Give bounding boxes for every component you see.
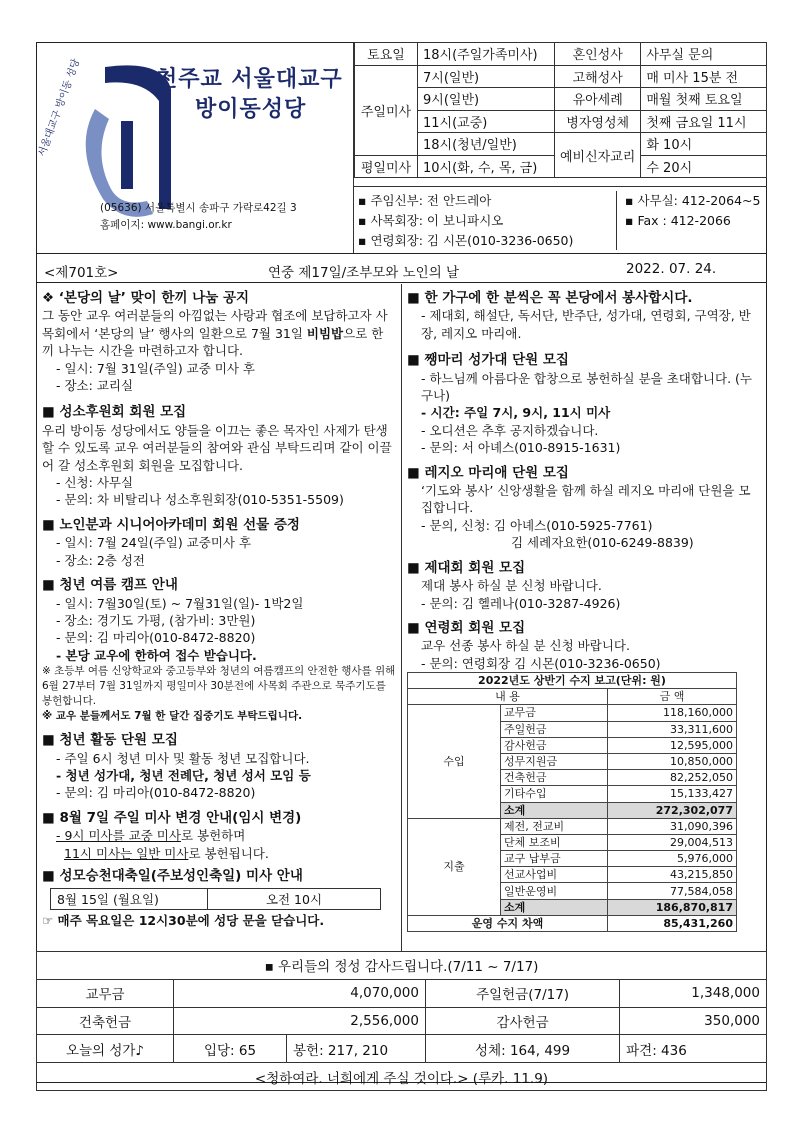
section-title: ■ 제대회 회원 모집 (407, 559, 526, 576)
finance-amount: 5,976,000 (608, 851, 737, 867)
scripture-verse: <청하여라. 너희에게 주실 것이다.> (루카. 11.9) (37, 1063, 767, 1091)
parish-address-block (100, 200, 297, 234)
sunday-time: 11시(교중) (418, 110, 555, 133)
list-item: - 장소: 교리실 (56, 378, 134, 394)
section-title: ■ 성소후원회 회원 모집 (42, 404, 187, 421)
issue-number: <제701호> (44, 265, 119, 281)
balance-amount: 85,431,260 (608, 915, 737, 931)
catechumen-label: 예비신자교리 (555, 133, 641, 178)
bulletin-title: 연중 제17일/조부모와 노인의 날 (268, 265, 460, 281)
feast-time: 오전 10시 (208, 889, 381, 910)
list-item: - 문의: 김 헬레나(010-3287-4926) (421, 595, 621, 611)
section-title: ■ 청년 활동 단원 모집 (42, 732, 178, 749)
weekday-label: 평일미사 (355, 155, 418, 178)
expense-subtotal: 186,870,817 (608, 899, 737, 915)
underlined-text: - 9시 미사를 교중 미사 (56, 828, 181, 844)
section-body: 제대 봉사 하실 분 신청 바랍니다. (421, 578, 602, 594)
finance-amount: 118,160,000 (608, 705, 737, 721)
parish-homepage: 홈페이지: www.bangi.or.kr (100, 219, 232, 231)
service-value: 매월 첫째 토요일 (641, 88, 767, 111)
section-title: ■ 쨍마리 성가대 단원 모집 (407, 352, 569, 369)
finance-amount: 10,850,000 (608, 753, 737, 769)
list-item: - 일시: 7월 31일(주일) 교중 미사 후 (56, 360, 255, 376)
church-closing-note: ☞ 매주 목요일은 12시30분에 성당 문을 닫습니다. (42, 913, 325, 929)
body-text: 로 봉헌됩니다. (188, 845, 269, 861)
finance-item: 성무지원금 (501, 753, 608, 769)
note-text: ※ 교우 분들께서도 7월 한 달간 집중기도 부탁드립니다. (42, 710, 303, 723)
list-item: - 주일 6시 청년 미사 및 활동 청년 모집합니다. (56, 750, 310, 766)
expense-label: 지출 (408, 818, 501, 915)
list-item: - 장소: 경기도 가평, (참가비: 3만원) (56, 612, 256, 628)
body-bold-text: 비빔밥 (306, 325, 344, 341)
mass-schedule-table (354, 42, 767, 178)
offering-value: 4,070,000 (174, 979, 426, 1007)
body-text: 으로 한 끼 나누는 시간을 마련하고자 합니다. (42, 325, 384, 359)
list-item: - 문의: 차 비탈리나 성소후원회장(010-5351-5509) (56, 492, 344, 508)
service-value: 사무실 문의 (641, 43, 767, 66)
income-subtotal: 272,302,077 (608, 802, 737, 818)
finance-col-header: 내 용 (408, 689, 608, 705)
finance-amount: 43,215,850 (608, 867, 737, 883)
section-body (42, 307, 396, 359)
list-item: - 일시: 7월30일(토) ~ 7월31일(일)- 1박2일 (56, 595, 304, 611)
body-text: 그 동안 교우 여러분들의 아낌없는 사랑과 협조에 보답하고자 사목회에서 ‘본당의 날’ 행사의 일환으로 7월 31일 (42, 308, 388, 341)
sunday-time: 7시(일반) (418, 65, 555, 88)
finance-item: 일반운영비 (501, 883, 608, 899)
section-title: ■ 청년 여름 캠프 안내 (42, 577, 178, 594)
feast-mass-table (50, 888, 381, 910)
column-divider (401, 284, 402, 951)
finance-amount: 77,584,058 (608, 883, 737, 899)
contact-line: ▪ Fax : 412-2066 (625, 213, 731, 228)
saturday-time: 18시(주일가족미사) (418, 43, 555, 66)
finance-report-table (407, 672, 737, 932)
contact-line: ▪ 주임신부: 전 안드레아 (358, 193, 492, 208)
offering-label: 교무금 (37, 979, 174, 1007)
parish-name-line1: 천주교 서울대교구 (156, 67, 343, 92)
finance-item: 선교사업비 (501, 867, 608, 883)
sunday-time: 9시(일반) (418, 88, 555, 111)
weekday-time: 10시(화, 수, 목, 금) (418, 155, 555, 178)
list-item: - 일시: 7월 24일(주일) 교중미사 후 (56, 535, 252, 551)
logo-ring-text: 서울대교구 방이동 성당 (36, 57, 83, 159)
section-title: ■ 노인분과 시니어아카데미 회원 선물 증정 (42, 516, 300, 533)
list-item: - 오디션은 추후 공지하겠습니다. (421, 422, 599, 438)
parish-address: (05636) 서울특별시 송파구 가락로42길 3 (100, 202, 297, 214)
section-title: ❖ ‘본당의 날’ 맞이 한끼 나눔 공지 (42, 290, 250, 306)
offering-value: 1,348,000 (620, 979, 767, 1007)
finance-item: 교구 납부금 (501, 851, 608, 867)
section-title: ■ 연령회 회원 모집 (407, 619, 526, 636)
sunday-time: 18시(청년/일반) (418, 133, 555, 156)
list-item: - 신청: 사무실 (56, 475, 134, 491)
section-body: 교우 선종 봉사 하실 분 신청 바랍니다. (421, 638, 630, 654)
offering-value: 2,556,000 (174, 1007, 426, 1035)
expense-subtotal-label: 소계 (501, 899, 608, 915)
list-item: - 본당 교우에 한하여 접수 받습니다. (56, 647, 257, 663)
list-item: - 문의: 서 아녜스(010-8915-1631) (421, 440, 621, 456)
offering-label: 감사헌금 (426, 1007, 620, 1035)
finance-item: 감사헌금 (501, 737, 608, 753)
finance-amount: 82,252,050 (608, 770, 737, 786)
offerings-header: ▪ 우리들의 정성 감사드립니다.(7/11 ~ 7/17) (37, 952, 767, 980)
contact-line: ▪ 연령회장: 김 시몬(010-3236-0650) (358, 233, 574, 248)
list-item: - 청년 성가대, 청년 전례단, 청년 성서 모임 등 (56, 767, 311, 783)
left-column (42, 290, 396, 930)
offering-label: 건축헌금 (37, 1007, 174, 1035)
right-column (407, 290, 761, 672)
hymn-offertory: 봉헌: 217, 210 (287, 1035, 426, 1063)
finance-item: 단체 보조비 (501, 834, 608, 850)
offerings-table (36, 951, 767, 1091)
hymn-communion: 성체: 164, 499 (426, 1035, 620, 1063)
list-item: - 문의: 김 마리아(010-8472-8820) (56, 785, 256, 801)
section-title: ■ 한 가구에 한 분씩은 꼭 본당에서 봉사합시다. (407, 290, 693, 306)
service-name: 고해성사 (555, 65, 641, 88)
list-item: - 장소: 2층 성전 (56, 552, 145, 568)
section-title: ■ 레지오 마리애 단원 모집 (407, 464, 569, 481)
list-item (42, 827, 396, 844)
finance-item: 기타수입 (501, 786, 608, 802)
contacts-left (358, 191, 573, 251)
section-body: ‘기도와 봉사’ 신앙생활을 함께 하실 레지오 마리애 단원을 모집합니다. (421, 483, 751, 516)
list-item (42, 845, 396, 862)
note-text: ※ 초등부 여름 신앙학교와 중고등부와 청년의 여름캠프의 안전한 행사를 위해 6월 27부터 7월 31일까지 평일미사 30분전에 사목회 주관으로 묵주기도를 봉헌합니다. (42, 665, 396, 708)
title-bar (36, 253, 767, 283)
service-value: 첫째 금요일 11시 (641, 110, 767, 133)
finance-amount: 12,595,000 (608, 737, 737, 753)
hymn-recessional: 파견: 436 (620, 1035, 767, 1063)
finance-item: 주일헌금 (501, 721, 608, 737)
list-item: - 문의: 김 마리아(010-8472-8820) (56, 630, 256, 646)
offering-label: 주일헌금(7/17) (426, 979, 620, 1007)
finance-item: 제전, 전교비 (501, 818, 608, 834)
finance-title: 2022년도 상반기 수지 보고(단위: 원) (408, 673, 737, 689)
contacts-right (616, 191, 760, 250)
section-title: ■ 성모승천대축일(주보성인축일) 미사 안내 (42, 867, 303, 884)
body-text: 로 봉헌하며 (180, 828, 246, 844)
service-name: 유아세례 (555, 88, 641, 111)
list-item: - 문의: 연령회장 김 시몬(010-3236-0650) (421, 655, 661, 671)
underlined-text: 11시 미사는 일반 미사 (64, 845, 189, 861)
list-item: - 하느님께 아름다운 합창으로 봉헌하실 분을 초대합니다. (누구나) (421, 370, 752, 404)
catechumen-time: 수 20시 (641, 155, 767, 178)
list-item: 김 세례자요한(010-6249-8839) (511, 535, 694, 551)
section-title: ■ 8월 7일 주일 미사 변경 안내(임시 변경) (42, 809, 302, 826)
service-name: 혼인성사 (555, 43, 641, 66)
service-value: 매 미사 15분 전 (641, 65, 767, 88)
saturday-label: 토요일 (355, 43, 418, 66)
finance-amount: 31,090,396 (608, 818, 737, 834)
income-subtotal-label: 소계 (501, 802, 608, 818)
finance-item: 건축헌금 (501, 770, 608, 786)
list-item: - 시간: 주일 7시, 9시, 11시 미사 (421, 405, 611, 421)
hymns-label: 오늘의 성가♪ (37, 1035, 174, 1063)
finance-col-header: 금 액 (608, 689, 737, 705)
contact-line: ▪ 사무실: 412-2064~5 (625, 193, 761, 208)
parish-name-line2: 방이동성당 (195, 97, 307, 122)
list-item: - 문의, 신청: 김 아녜스(010-5925-7761) (421, 517, 653, 533)
section-body: - 제대회, 해설단, 독서단, 반주단, 성가대, 연령회, 구역장, 반장, 레지오 마리애. (421, 308, 751, 341)
finance-amount: 33,311,600 (608, 721, 737, 737)
feast-date: 8월 15일 (월요일) (51, 889, 208, 910)
contacts-block (354, 186, 767, 253)
section-body: 우리 방이동 성당에서도 양들을 이끄는 좋은 목자인 사제가 탄생할 수 있도록 교우 여러분들의 참여와 관심 부탁드리며 같이 이끌어 갈 성소후원회 회원을 모집합니다. (42, 422, 392, 473)
sunday-label: 주일미사 (355, 65, 418, 155)
contact-line: ▪ 사목회장: 이 보니파시오 (358, 213, 504, 228)
catechumen-time: 화 10시 (641, 133, 767, 156)
service-name: 병자영성체 (555, 110, 641, 133)
finance-amount: 29,004,513 (608, 834, 737, 850)
income-label: 수입 (408, 705, 501, 818)
balance-label: 운영 수지 차액 (408, 915, 608, 931)
hymn-entrance: 입당: 65 (174, 1035, 287, 1063)
finance-amount: 15,133,427 (608, 786, 737, 802)
bulletin-date: 2022. 07. 24. (626, 261, 717, 277)
finance-item: 교무금 (501, 705, 608, 721)
offering-value: 350,000 (620, 1007, 767, 1035)
